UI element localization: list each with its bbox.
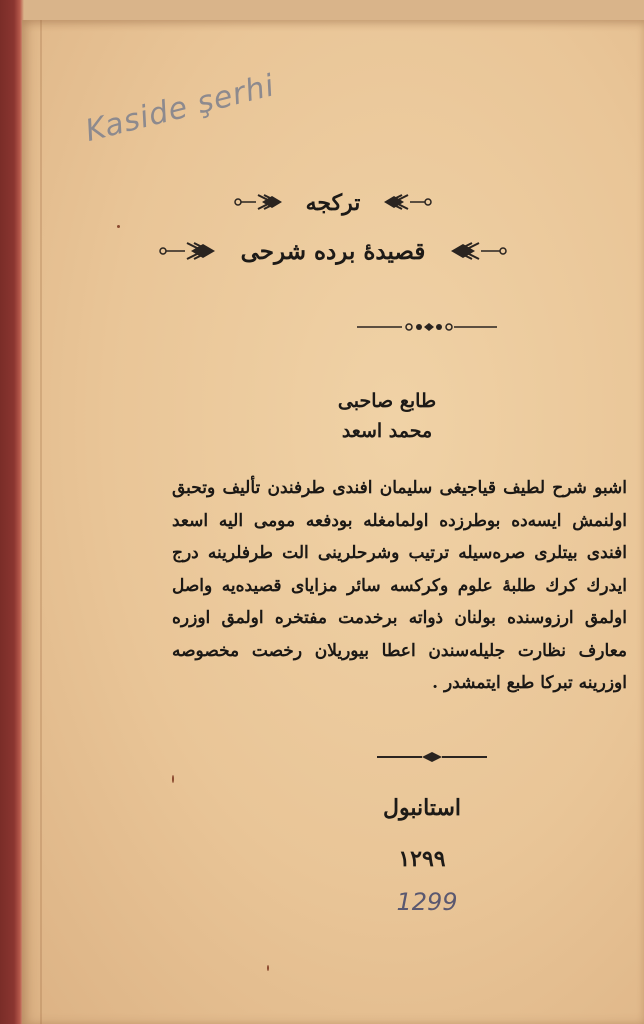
title-turkce: تركجه	[305, 190, 361, 216]
body-line: اوزرينه تبركا طبع ايتمشدر .	[432, 673, 627, 693]
title-line-2	[22, 238, 644, 266]
ornament-right-icon	[439, 240, 509, 266]
ornament-left-icon	[157, 240, 227, 266]
place-of-publication: استانبول	[383, 795, 461, 821]
body-line: اولمق ارزوسنده بولنان ذواته برخدمت مفتخره اولمق اوزره	[172, 608, 627, 628]
year-handwritten: 1299	[396, 888, 458, 916]
paper-speck	[172, 775, 174, 783]
handwritten-note: Kaside şerhi	[82, 68, 279, 149]
ornament-right-icon	[374, 192, 434, 216]
paper-speck	[267, 965, 269, 971]
ornamental-divider-bottom	[377, 752, 487, 762]
page-fold-line	[40, 20, 42, 1024]
body-paragraph	[172, 472, 627, 700]
title-kaside-burde: قصيدهٔ برده شرحى	[240, 238, 426, 265]
body-line: اولنمش ايسه‌ده بوطرزده اولمامغله بودفعه مومى اليه اسعد	[172, 510, 627, 531]
publisher-name: محمد اسعد	[341, 420, 433, 442]
body-line: معارف نظارت جليله‌سندن اعطا بيوريلان رخصت مخصوصه	[172, 640, 627, 661]
body-line: افندى بيتلرى صره‌سيله ترتيب وشرحلرينى الت طرفلرينه درج	[172, 543, 627, 563]
ornament-left-icon	[232, 192, 292, 216]
body-line: ايدرك كرك طلبهٔ علوم وكركسه سائر مزاياى قصيده‌يه واصل	[172, 575, 627, 596]
title-line-1	[22, 190, 644, 216]
paper-speck	[117, 225, 120, 228]
ornamental-divider-top	[357, 322, 497, 332]
book-page	[22, 20, 644, 1024]
publisher-label: طابع صاحبى	[337, 390, 437, 412]
body-line: اشبو شرح لطيف قياجيغى سليمان افندى طرفندن تأليف وتحبق	[172, 478, 627, 498]
year-printed: ١٢٩٩	[398, 846, 446, 872]
